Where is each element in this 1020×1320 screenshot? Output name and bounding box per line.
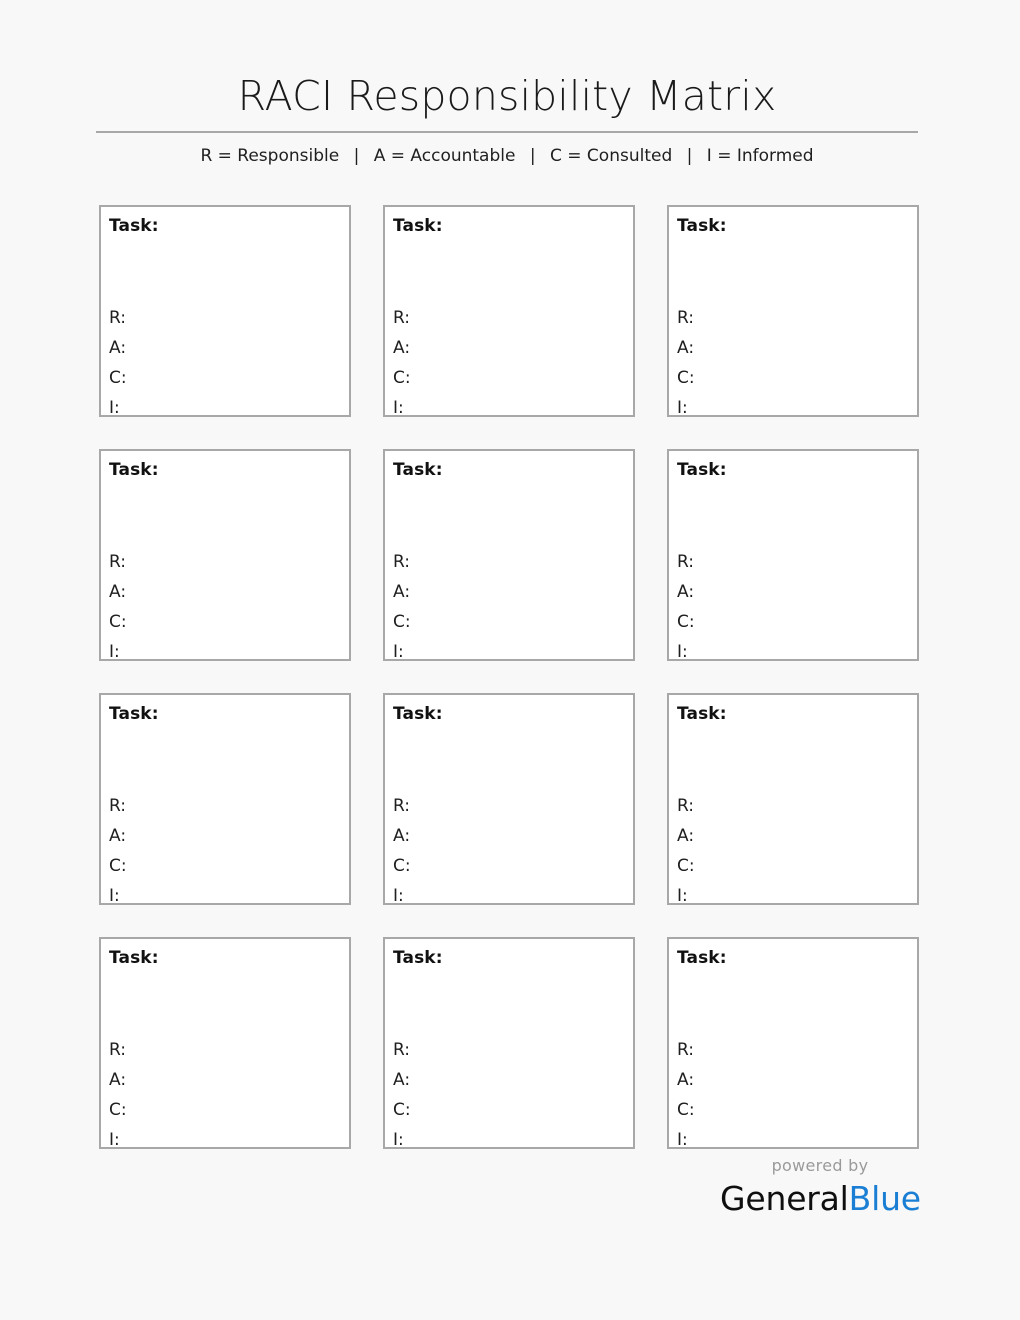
role-accountable[interactable]: A: <box>393 1070 411 1090</box>
role-accountable[interactable]: A: <box>677 1070 695 1090</box>
role-list <box>677 791 911 905</box>
brand-blue-text: Blue <box>848 1179 921 1218</box>
role-informed[interactable]: I: <box>393 886 404 905</box>
role-accountable[interactable]: A: <box>677 826 695 846</box>
task-card[interactable] <box>99 937 351 1149</box>
role-responsible[interactable]: R: <box>393 308 411 328</box>
task-card[interactable] <box>383 449 635 661</box>
role-informed[interactable]: I: <box>677 398 688 417</box>
brand-wordmark <box>720 1179 920 1219</box>
task-card[interactable] <box>667 205 919 417</box>
role-informed[interactable]: I: <box>109 398 120 417</box>
page-header <box>96 70 918 167</box>
role-consulted[interactable]: C: <box>109 368 127 388</box>
legend-item-responsible: R = Responsible <box>200 146 340 166</box>
task-label: Task: <box>393 948 443 968</box>
raci-legend <box>96 145 918 167</box>
task-label: Task: <box>677 948 727 968</box>
legend-item-consulted: C = Consulted <box>550 146 673 166</box>
powered-by-label: powered by <box>771 1156 869 1175</box>
task-card[interactable] <box>383 937 635 1149</box>
role-consulted[interactable]: C: <box>109 856 127 876</box>
role-list <box>393 303 627 417</box>
role-list <box>393 547 627 661</box>
role-informed[interactable]: I: <box>109 886 120 905</box>
role-list <box>109 1035 343 1149</box>
role-consulted[interactable]: C: <box>109 1100 127 1120</box>
role-list <box>393 1035 627 1149</box>
role-informed[interactable]: I: <box>109 642 120 661</box>
role-accountable[interactable]: A: <box>393 338 411 358</box>
role-consulted[interactable]: C: <box>393 1100 411 1120</box>
role-informed[interactable]: I: <box>677 1130 688 1149</box>
task-label: Task: <box>677 460 727 480</box>
task-label: Task: <box>393 216 443 236</box>
role-accountable[interactable]: A: <box>393 582 411 602</box>
role-responsible[interactable]: R: <box>109 1040 127 1060</box>
task-card[interactable] <box>667 693 919 905</box>
role-informed[interactable]: I: <box>393 1130 404 1149</box>
role-accountable[interactable]: A: <box>109 826 127 846</box>
role-accountable[interactable]: A: <box>109 1070 127 1090</box>
role-responsible[interactable]: R: <box>393 552 411 572</box>
legend-item-accountable: A = Accountable <box>373 146 516 166</box>
task-card[interactable] <box>383 693 635 905</box>
role-list <box>393 791 627 905</box>
legend-separator: | <box>686 146 693 166</box>
task-label: Task: <box>677 216 727 236</box>
role-responsible[interactable]: R: <box>677 552 695 572</box>
task-card[interactable] <box>667 937 919 1149</box>
task-card[interactable] <box>383 205 635 417</box>
task-label: Task: <box>109 216 159 236</box>
task-label: Task: <box>109 948 159 968</box>
task-label: Task: <box>109 704 159 724</box>
role-list <box>677 547 911 661</box>
role-responsible[interactable]: R: <box>677 1040 695 1060</box>
task-label: Task: <box>393 704 443 724</box>
role-responsible[interactable]: R: <box>393 1040 411 1060</box>
role-list <box>109 791 343 905</box>
task-label: Task: <box>109 460 159 480</box>
role-accountable[interactable]: A: <box>109 338 127 358</box>
task-card[interactable] <box>99 449 351 661</box>
role-responsible[interactable]: R: <box>109 552 127 572</box>
brand-general-text: General <box>720 1179 849 1218</box>
task-card[interactable] <box>99 205 351 417</box>
role-informed[interactable]: I: <box>393 398 404 417</box>
role-accountable[interactable]: A: <box>393 826 411 846</box>
role-consulted[interactable]: C: <box>109 612 127 632</box>
task-label: Task: <box>393 460 443 480</box>
role-consulted[interactable]: C: <box>393 856 411 876</box>
role-consulted[interactable]: C: <box>677 856 695 876</box>
role-consulted[interactable]: C: <box>677 368 695 388</box>
task-card[interactable] <box>99 693 351 905</box>
role-responsible[interactable]: R: <box>393 796 411 816</box>
role-consulted[interactable]: C: <box>393 368 411 388</box>
role-informed[interactable]: I: <box>677 642 688 661</box>
legend-item-informed: I = Informed <box>706 146 814 166</box>
page-title: RACI Responsibility Matrix <box>237 72 777 120</box>
role-accountable[interactable]: A: <box>677 582 695 602</box>
role-list <box>677 303 911 417</box>
title-divider <box>96 131 918 133</box>
task-label: Task: <box>677 704 727 724</box>
role-consulted[interactable]: C: <box>393 612 411 632</box>
role-list <box>109 303 343 417</box>
role-consulted[interactable]: C: <box>677 612 695 632</box>
role-responsible[interactable]: R: <box>677 308 695 328</box>
legend-separator: | <box>529 146 536 166</box>
role-informed[interactable]: I: <box>393 642 404 661</box>
task-card[interactable] <box>667 449 919 661</box>
role-accountable[interactable]: A: <box>109 582 127 602</box>
task-card-grid <box>99 205 918 1149</box>
role-responsible[interactable]: R: <box>677 796 695 816</box>
generalblue-logo <box>720 1156 920 1219</box>
role-list <box>677 1035 911 1149</box>
legend-separator: | <box>353 146 360 166</box>
role-informed[interactable]: I: <box>677 886 688 905</box>
role-accountable[interactable]: A: <box>677 338 695 358</box>
role-list <box>109 547 343 661</box>
role-informed[interactable]: I: <box>109 1130 120 1149</box>
role-responsible[interactable]: R: <box>109 796 127 816</box>
role-responsible[interactable]: R: <box>109 308 127 328</box>
role-consulted[interactable]: C: <box>677 1100 695 1120</box>
